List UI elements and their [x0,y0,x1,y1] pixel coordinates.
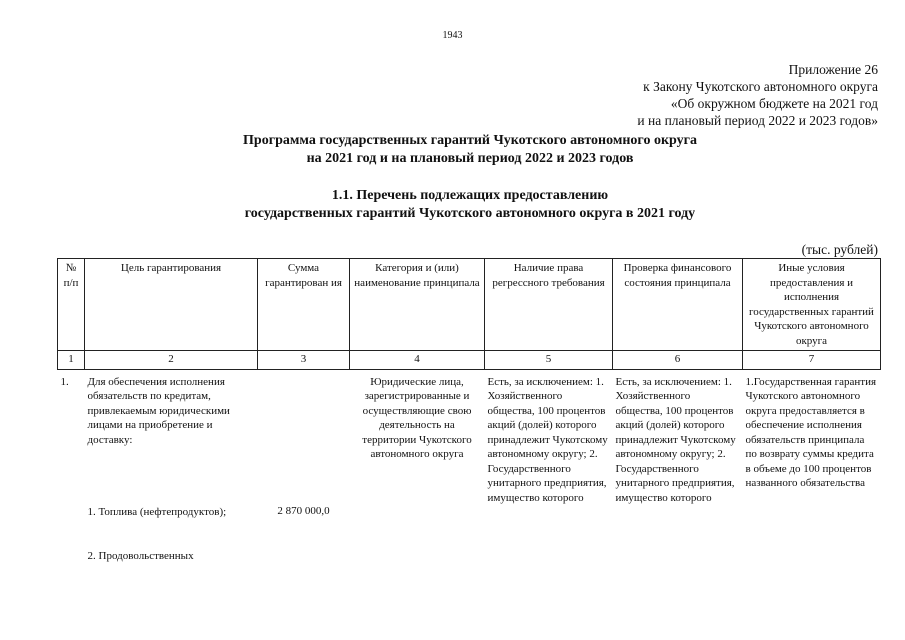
annex-line: к Закону Чукотского автономного округа [643,79,878,94]
check-cell: Есть, за исключением: 1. Хозяйственного общества, 100 процентов акций (долей) которого принадлежит Чукотскому автономному округу; 2. Государственного унитарного предприятия, имущество которого [615,375,736,504]
section-title-line: 1.1. Перечень подлежащих предоставлению [331,188,609,203]
column-number: 2 [85,351,258,370]
column-number: 3 [258,351,350,370]
purpose-item: 1. Топлива (нефтепродуктов); [87,506,227,518]
section-title [0,187,905,223]
header-cell-number: № п/п [58,259,85,351]
amount-value: 2 870 000,0 [277,504,330,517]
header-cell-principal: Категория и (или) наименование принципала [350,259,485,351]
purpose-cell [85,369,258,565]
page-number: 1943 [442,30,463,41]
column-number: 6 [613,351,743,370]
annex-line: Приложение 26 [788,62,878,77]
purpose-item: 2. Продовольственных [87,549,194,562]
annex-header [637,61,878,129]
column-number: 4 [350,351,485,370]
column-number: 1 [58,351,85,370]
other-conditions-cell: 1.Государственная гарантия Чукотского автономного округа предоставляется в обеспечение исполнения обязательств принципала по возврату суммы кредита в объеме до 100 процентов названного обязательства [745,375,877,489]
column-number: 5 [485,351,613,370]
purpose-intro: Для обеспечения исполнения обязательств по кредитам, привлекаемым юридическими лицами на приобретение и доставку: [87,375,230,446]
amount-cell [258,369,350,565]
column-number-row [58,351,881,370]
header-cell-check: Проверка финансового состояния принципала [613,259,743,351]
regress-cell: Есть, за исключением: 1. Хозяйственного общества, 100 процентов акций (долей) которого принадлежит Чукотскому автономному округу; 2. Государственного унитарного предприятия, имущество которого [487,375,608,504]
units-label: (тыс. рублей) [801,242,878,257]
header-cell-purpose: Цель гарантирования [85,259,258,351]
table-header-row [58,259,881,351]
header-cell-regress: Наличие права регрессного требования [485,259,613,351]
document-title-line: на 2021 год и на плановый период 2022 и 2023 годов [306,151,634,166]
header-cell-amount: Сумма гарантирован ия [258,259,350,351]
principal-cell: Юридические лица, зарегистрированные и осуществляющие свою деятельность на территории Чукотского автономного округа [362,375,472,460]
annex-line: «Об окружном бюджете на 2021 год [670,96,878,111]
row-number: 1. [60,375,69,388]
column-number: 7 [743,351,881,370]
annex-line: и на плановый период 2022 и 2023 годов» [637,113,878,128]
document-title [0,132,905,168]
guarantees-table [57,258,881,565]
header-cell-other: Иные условия предоставления и исполнения государственных гарантий Чукотского автономного округа [743,259,881,351]
section-title-line: государственных гарантий Чукотского автономного округа в 2021 году [244,206,696,221]
table-row [58,369,881,565]
document-title-line: Программа государственных гарантий Чукотского автономного округа [243,133,697,148]
